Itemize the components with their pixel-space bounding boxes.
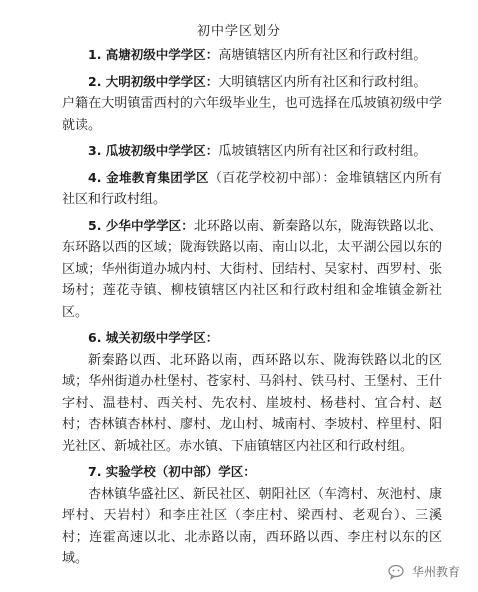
watermark: [388, 563, 460, 580]
section-5: [62, 215, 442, 324]
section-text: 杏林镇华盛社区、新民社区、朝阳社区（车湾村、灰池村、康坪村、天岩村）和李庄社区（李庄村、梁西村、老观台）、三溪村；连霍高速以北、北赤路以南，西环路以西、李庄村以东的区域。: [62, 486, 442, 566]
document-body: [62, 40, 442, 570]
watermark-text: 华州教育: [411, 565, 460, 579]
section-note: 户籍在大明镇雷西村的六年级毕业生，也可选择在瓜坡镇初级中学就读。: [62, 96, 442, 133]
section-2: [62, 71, 442, 137]
section-text: （百花学校初中部）：金堆镇辖区内所有社区和行政村组。: [62, 170, 442, 207]
section-1: [62, 44, 442, 67]
section-text: 大明镇辖区内所有社区和行政村组。: [218, 74, 427, 90]
section-text: 高塘镇辖区内所有社区和行政村组。: [218, 48, 427, 63]
page-title: 初中学区划分: [196, 24, 281, 39]
section-7: [62, 461, 442, 570]
section-heading: 3. 瓜坡初级中学学区：: [88, 143, 219, 158]
wechat-bubble-icon: [388, 564, 408, 580]
section-heading: 1. 高塘初级中学学区：: [88, 47, 219, 62]
section-heading: 6. 城关初级中学学区：: [88, 330, 219, 345]
section-heading: 2. 大明初级中学学区：: [88, 73, 219, 89]
section-4: [62, 167, 442, 211]
section-heading: 5. 少华中学学区：: [88, 217, 194, 233]
section-text: 新秦路以西、北环路以南，西环路以东、陇海铁路以北的区域；华州街道办杜堡村、苍家村、马斜村、铁马村、王堡村、王什字村、温巷村、西关村、先农村、崖坡村、杨巷村、宜合村、赵村；杏林镇杏林村、廖村、龙山村、城南村、李坡村、梓里村、阳光社区、新城社区。赤水镇、下庙镇辖区内社区和行政村组。: [62, 352, 442, 454]
section-heading: 7. 实验学校（初中部）学区：: [88, 464, 256, 479]
section-3: [62, 140, 442, 163]
section-6: [62, 327, 442, 457]
section-text: 北环路以南、新秦路以东，陇海铁路以北、东环路以西的区域；陇海铁路以南、南山以北，太平湖公园以东的区域；华州街道办城内村、大街村、団结村、吴家村、西罗村、张场村；莲花寺镇、柳枝镇辖区内社区和行政村组和金堆镇金新社区。: [62, 218, 442, 320]
section-text: 瓜坡镇辖区内所有社区和行政村组。: [218, 144, 427, 159]
section-heading: 4. 金堆教育集团学区: [88, 169, 209, 185]
